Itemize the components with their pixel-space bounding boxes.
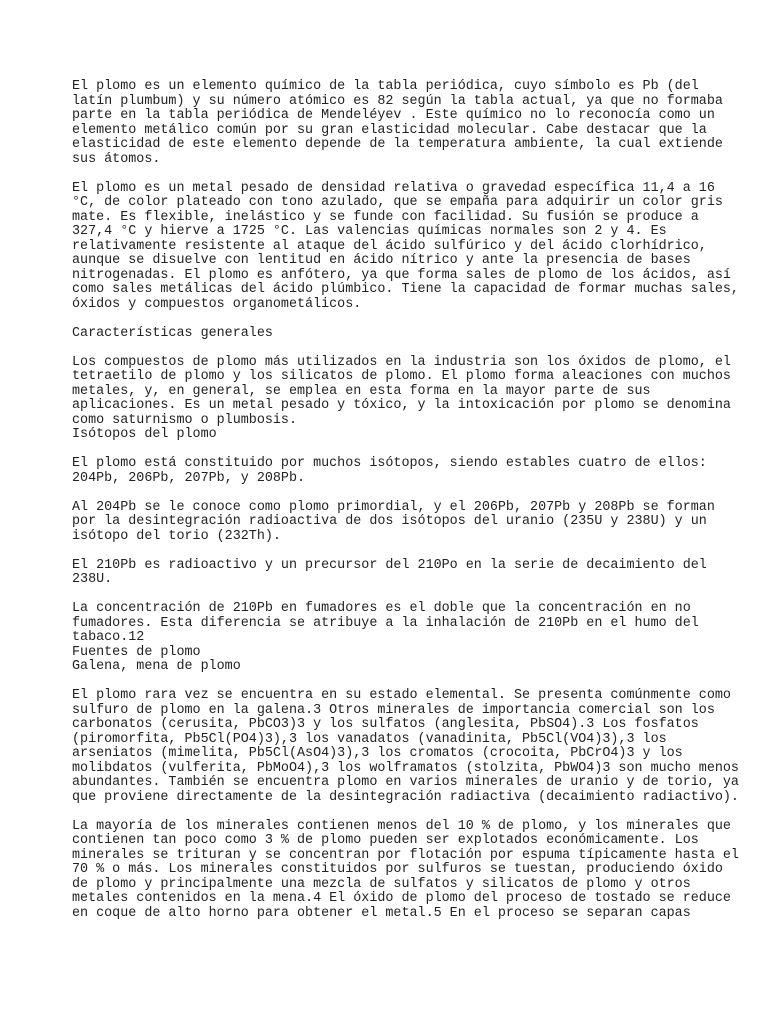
text-line: como sales metálicas del ácido plúmbico. Tiene la capacidad de formar muchas sales,: [72, 282, 739, 297]
text-line: El 210Pb es radioactivo y un precursor del 210Po en la serie de decaimiento del: [72, 557, 707, 573]
paragraph-spacer: [72, 486, 712, 501]
text-line: El plomo es un elemento químico de la tabla periódica, cuyo símbolo es Pb (del: [72, 79, 699, 94]
paragraph-radioactive: [72, 559, 712, 588]
text-line: aunque se disuelve con lentitud en ácido nítrico y ante la presencia de bases: [72, 253, 691, 268]
text-line: abundantes. También se encuentra plomo en varios minerales de uranio y de torio, ya: [72, 775, 739, 790]
text-line: elasticidad de este elemento depende de la temperatura ambiente, la cual extiende: [72, 137, 723, 152]
paragraph-properties: [72, 180, 739, 313]
heading-line: Fuentes de plomo: [72, 644, 201, 660]
text-line: arseniatos (mimelita, Pb5Cl(AsO4)3),3 los cromatos (crocoita, PbCrO4)3 y los: [72, 746, 683, 761]
paragraph-compounds: [72, 354, 731, 443]
paragraph-primordial: [72, 499, 715, 545]
text-line: 204Pb, 206Pb, 207Pb, y 208Pb.: [72, 470, 306, 486]
text-line: de plomo y principalmente una mezcla de sulfatos y silicatos de plomo y otros: [72, 876, 691, 892]
text-line: fumadores. Esta diferencia se atribuye a la inhalación de 210Pb en el humo del: [72, 615, 699, 631]
text-line: (piromorfita, Pb5Cl(PO4)3),3 los vanadatos (vanadinita, Pb5Cl(VO4)3),3 los: [72, 731, 667, 747]
caption-line: Galena, mena de plomo: [72, 659, 241, 674]
text-line: Al 204Pb se le conoce como plomo primordial, y el 206Pb, 207Pb y 208Pb se forman: [72, 499, 715, 515]
text-line: El plomo está constituido por muchos isótopos, siendo estables cuatro de ellos:: [72, 456, 707, 471]
text-line: tabaco.12: [72, 630, 145, 645]
text-line: 238U.: [72, 572, 113, 587]
paragraph-isotopes: [72, 457, 712, 486]
paragraph-spacer: [72, 805, 712, 820]
text-line: 327,4 °C y hierve a 1725 °C. Las valencias químicas normales son 2 y 4. Es: [72, 224, 667, 239]
paragraph-extraction: [72, 818, 739, 922]
text-line: parte en la tabla periódica de Mendeléyev . Este químico no lo reconocía como un: [72, 108, 715, 123]
text-line: aplicaciones. Es un metal pesado y tóxico, y la intoxicación por plomo se denomina: [72, 398, 731, 413]
text-line: carbonatos (cerusita, PbCO3)3 y los sulfatos (anglesita, PbSO4).3 Los fosfatos: [72, 717, 699, 732]
text-line: relativamente resistente al ataque del ácido sulfúrico y del ácido clorhídrico,: [72, 238, 707, 254]
paragraph-intro: [72, 79, 723, 167]
text-line: elemento metálico común por su gran elasticidad molecular. Cabe destacar que la: [72, 122, 707, 138]
text-line: en coque de alto horno para obtener el metal.5 En el proceso se separan capas: [72, 905, 691, 921]
text-line: El plomo rara vez se encuentra en su estado elemental. Se presenta comúnmente como: [72, 688, 731, 703]
text-line: que proviene directamente de la desintegración radiactiva (decaimiento radiactivo).: [72, 789, 739, 805]
text-line: La concentración de 210Pb en fumadores es el doble que la concentración en no: [72, 601, 691, 616]
paragraph-smokers: [72, 602, 712, 675]
paragraph-spacer: [72, 544, 712, 559]
heading-line: Isótopos del plomo: [72, 427, 217, 442]
text-line: metales contenidos en la mena.4 El óxido de plomo del proceso de tostado se reduce: [72, 891, 731, 906]
text-line: como saturnismo o plumbosis.: [72, 412, 297, 428]
text-line: sus átomos.: [72, 151, 161, 167]
text-line: El plomo es un metal pesado de densidad relativa o gravedad específica 11,4 a 16: [72, 180, 715, 196]
text-line: óxidos y compuestos organometálicos.: [72, 296, 362, 312]
text-line: La mayoría de los minerales contienen menos del 10 % de plomo, y los minerales que: [72, 818, 731, 834]
text-line: Los compuestos de plomo más utilizados en la industria son los óxidos de plomo, el: [72, 354, 731, 370]
text-line: metales, y, en general, se emplea en esta forma en la mayor parte de sus: [72, 383, 651, 399]
heading-line: Características generales: [72, 325, 273, 341]
paragraph-spacer: [72, 443, 712, 458]
text-line: por la desintegración radioactiva de dos isótopos del uranio (235U y 238U) y un: [72, 514, 707, 529]
paragraph-spacer: [72, 167, 712, 182]
text-line: isótopo del torio (232Th).: [72, 528, 281, 544]
text-line: °C, de color plateado con tono azulado, que se empaña para adquirir un color gris: [72, 195, 723, 210]
paragraph-spacer: [72, 341, 712, 356]
section-heading: [72, 327, 712, 342]
text-line: 70 % o más. Los minerales constituidos por sulfuros se tuestan, produciendo óxido: [72, 862, 723, 877]
text-line: molibdatos (vulferita, PbMoO4),3 los wolframatos (stolzita, PbWO4)3 son mucho menos: [72, 760, 739, 776]
paragraph-spacer: [72, 312, 712, 327]
paragraph-spacer: [72, 675, 712, 690]
text-line: nitrogenadas. El plomo es anfótero, ya que forma sales de plomo de los ácidos, así: [72, 267, 731, 283]
document-page: [72, 79, 739, 921]
paragraph-minerals: [72, 688, 739, 805]
text-line: mate. Es flexible, inelástico y se funde con facilidad. Su fusión se produce a: [72, 209, 699, 225]
text-line: minerales se trituran y se concentran por flotación por espuma típicamente hasta el: [72, 847, 739, 863]
text-line: sulfuro de plomo en la galena.3 Otros minerales de importancia comercial son los: [72, 702, 715, 718]
text-line: tetraetilo de plomo y los silicatos de plomo. El plomo forma aleaciones con muchos: [72, 369, 731, 384]
paragraph-spacer: [72, 588, 712, 603]
text-line: contienen tan poco como 3 % de plomo pueden ser explotados económicamente. Los: [72, 833, 699, 848]
text-line: latín plumbum) y su número atómico es 82 según la tabla actual, ya que no formaba: [72, 93, 723, 109]
